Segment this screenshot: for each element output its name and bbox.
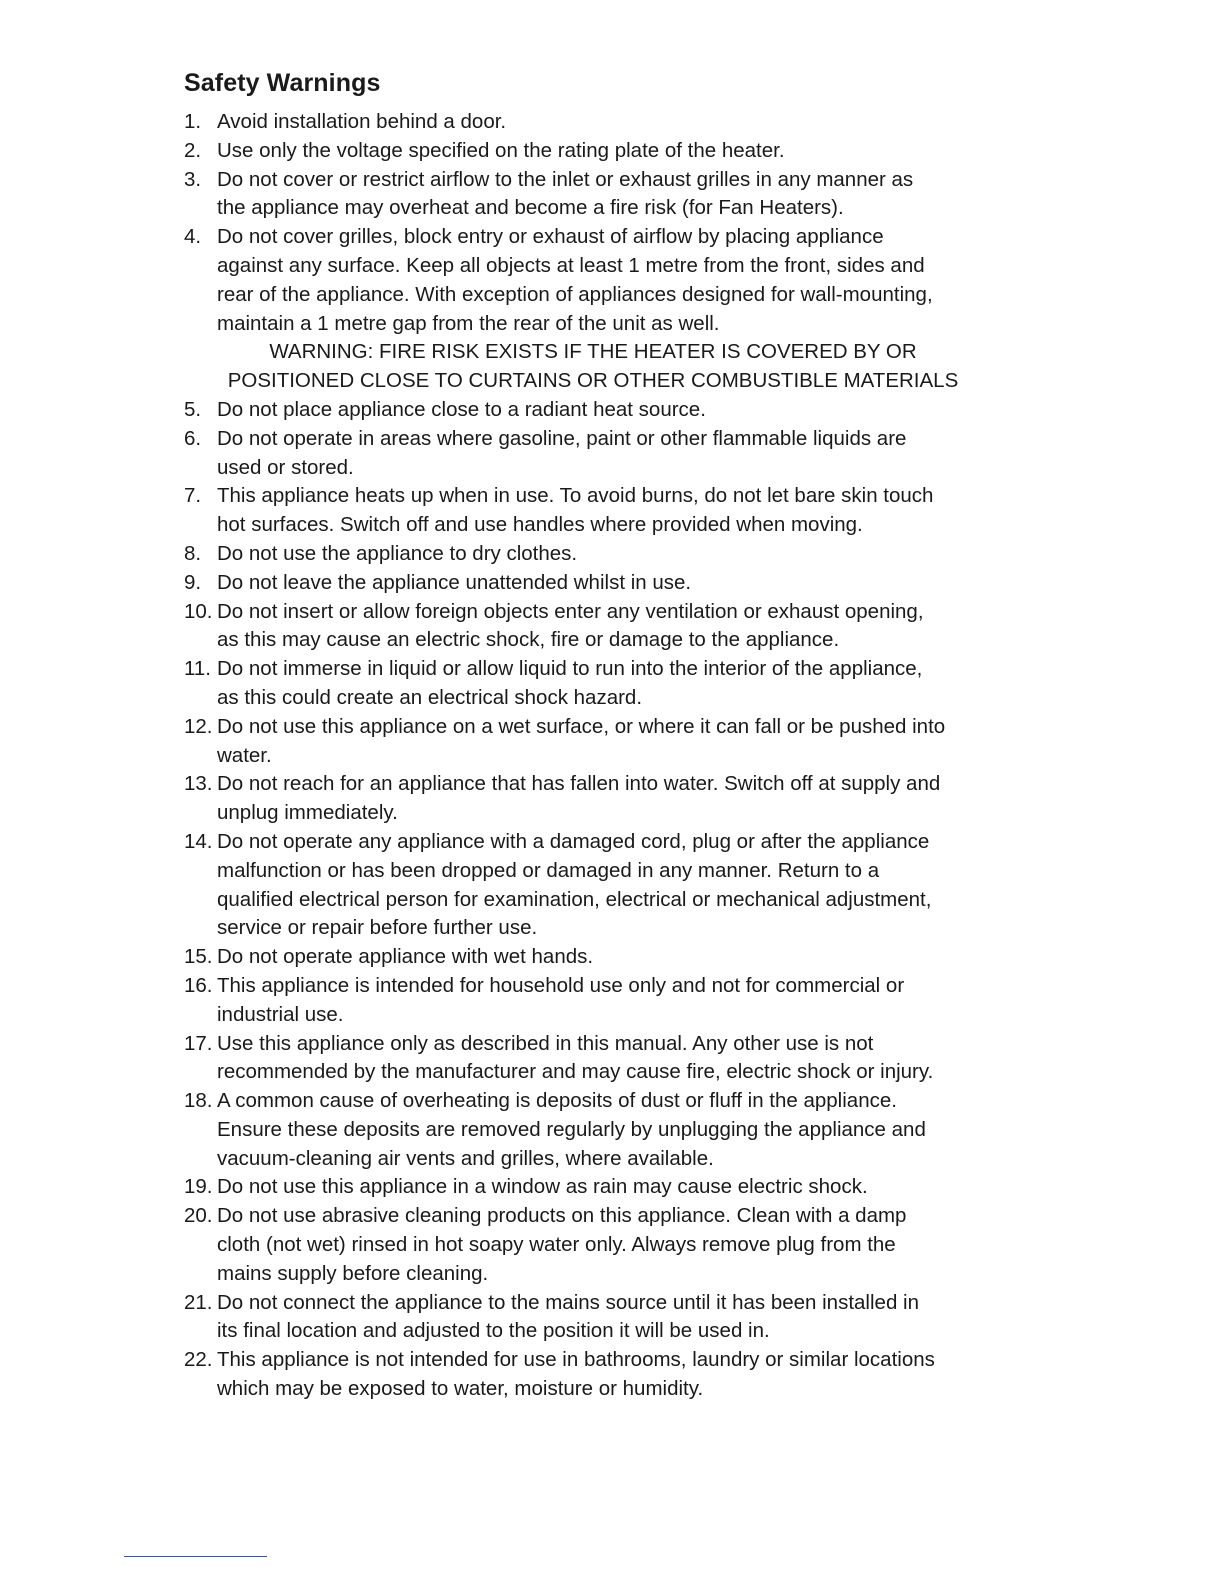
item-text-line: vacuum-cleaning air vents and grilles, where available. — [217, 1146, 714, 1170]
item-text-line: Do not use the appliance to dry clothes. — [217, 541, 578, 565]
warnings-list-part-1 — [184, 108, 1004, 338]
item-text-line: the appliance may overheat and become a fire risk (for Fan Heaters). — [217, 196, 844, 220]
item-number: 15. — [184, 945, 213, 969]
item-text-line: Do not operate any appliance with a damaged cord, plug or after the appliance — [217, 829, 930, 853]
item-text-line: Do not immerse in liquid or allow liquid to run into the interior of the appliance, — [217, 657, 923, 681]
warning-item — [184, 655, 1004, 713]
item-text-line: hot surfaces. Switch off and use handles where provided when moving. — [217, 513, 863, 537]
item-text-line: against any surface. Keep all objects at least 1 metre from the front, sides and — [217, 253, 925, 277]
warning-item — [184, 1289, 1004, 1347]
item-number: 18. — [184, 1089, 213, 1113]
warning-item — [184, 425, 1004, 483]
item-text-line: unplug immediately. — [217, 801, 398, 825]
warning-item — [184, 1087, 1004, 1173]
item-number: 20. — [184, 1204, 213, 1228]
warning-item — [184, 223, 1004, 338]
item-number: 9. — [184, 570, 202, 594]
item-text-line: water. — [217, 743, 272, 767]
item-number: 7. — [184, 484, 202, 508]
item-text-line: Do not leave the appliance unattended whilst in use. — [217, 570, 692, 594]
item-text-line: maintain a 1 metre gap from the rear of the unit as well. — [217, 311, 720, 335]
warning-line: POSITIONED CLOSE TO CURTAINS OR OTHER COMBUSTIBLE MATERIALS — [227, 369, 959, 393]
item-text-line: Do not use this appliance on a wet surface, or where it can fall or be pushed into — [217, 714, 946, 738]
item-number: 21. — [184, 1290, 213, 1314]
item-number: 10. — [184, 599, 213, 623]
warning-item — [184, 828, 1004, 943]
item-text-line: Do not insert or allow foreign objects enter any ventilation or exhaust opening, — [217, 599, 924, 623]
warning-item — [184, 540, 1004, 569]
item-text-line: Ensure these deposits are removed regularly by unplugging the appliance and — [217, 1117, 926, 1141]
item-text-line: as this could create an electrical shock hazard. — [217, 685, 643, 709]
warning-item — [184, 598, 1004, 656]
warning-item — [184, 482, 1004, 540]
item-text-line: This appliance heats up when in use. To avoid burns, do not let bare skin touch — [217, 484, 934, 508]
item-number: 8. — [184, 541, 202, 565]
warning-item — [184, 1202, 1004, 1288]
item-text-line: Do not reach for an appliance that has fallen into water. Switch off at supply and — [217, 772, 941, 796]
item-number: 16. — [184, 973, 213, 997]
item-number: 22. — [184, 1348, 213, 1372]
item-text-line: Use this appliance only as described in this manual. Any other use is not — [217, 1031, 874, 1055]
warning-item — [184, 1346, 1004, 1404]
item-number: 11. — [184, 657, 211, 681]
item-text-line: qualified electrical person for examination, electrical or mechanical adjustment, — [217, 887, 932, 911]
item-text-line: used or stored. — [217, 455, 354, 479]
item-number: 13. — [184, 772, 213, 796]
warning-item — [184, 108, 1004, 137]
item-text-line: Do not cover or restrict airflow to the inlet or exhaust grilles in any manner as — [217, 167, 914, 191]
item-text-line: service or repair before further use. — [217, 916, 538, 940]
warning-item — [184, 713, 1004, 771]
item-text-line: This appliance is not intended for use in bathrooms, laundry or similar locations — [217, 1348, 935, 1372]
warning-item — [184, 1173, 1004, 1202]
warning-item — [184, 569, 1004, 598]
item-text-line: mains supply before cleaning. — [217, 1261, 489, 1285]
item-text-line: Do not operate in areas where gasoline, paint or other flammable liquids are — [217, 426, 907, 450]
item-text-line: recommended by the manufacturer and may cause fire, electric shock or injury. — [217, 1060, 934, 1084]
item-number: 12. — [184, 714, 213, 738]
warning-item — [184, 137, 1004, 166]
item-text-line: which may be exposed to water, moisture or humidity. — [217, 1377, 704, 1401]
item-text-line: Avoid installation behind a door. — [217, 110, 507, 133]
item-text-line: Do not operate appliance with wet hands. — [217, 945, 594, 969]
item-text-line: Use only the voltage specified on the rating plate of the heater. — [217, 138, 785, 162]
warning-item — [184, 1030, 1004, 1088]
item-number: 2. — [184, 138, 202, 162]
item-text-line: This appliance is intended for household use only and not for commercial or — [217, 973, 905, 997]
fire-risk-warning — [182, 338, 1004, 396]
safety-warnings-page — [184, 66, 1004, 1404]
item-number: 4. — [184, 225, 202, 249]
item-number: 3. — [184, 167, 202, 191]
item-text-line: malfunction or has been dropped or damaged in any manner. Return to a — [217, 858, 880, 882]
item-text-line: rear of the appliance. With exception of appliances designed for wall-mounting, — [217, 282, 933, 306]
item-text-line: its final location and adjusted to the position it will be used in. — [217, 1319, 770, 1343]
warning-item — [184, 396, 1004, 425]
item-number: 19. — [184, 1175, 213, 1199]
item-number: 6. — [184, 426, 202, 450]
item-text-line: A common cause of overheating is deposits of dust or fluff in the appliance. — [217, 1089, 897, 1113]
item-number: 17. — [184, 1031, 213, 1055]
warning-item — [184, 166, 1004, 224]
item-text-line: Do not connect the appliance to the mains source until it has been installed in — [217, 1290, 919, 1314]
item-text-line: Do not cover grilles, block entry or exhaust of airflow by placing appliance — [217, 225, 884, 249]
warning-item — [184, 972, 1004, 1030]
item-number: 14. — [184, 829, 213, 853]
item-text-line: Do not place appliance close to a radiant heat source. — [217, 397, 706, 421]
warning-item — [184, 770, 1004, 828]
item-text-line: Do not use this appliance in a window as rain may cause electric shock. — [217, 1175, 868, 1199]
warnings-list-part-2 — [184, 396, 1004, 1404]
item-text-line: industrial use. — [217, 1002, 344, 1026]
warning-item — [184, 943, 1004, 972]
item-text-line: cloth (not wet) rinsed in hot soapy water only. Always remove plug from the — [217, 1233, 896, 1257]
page-title: Safety Warnings — [184, 69, 381, 97]
item-number: 5. — [184, 397, 202, 421]
item-number: 1. — [184, 110, 202, 133]
item-text-line: as this may cause an electric shock, fire or damage to the appliance. — [217, 628, 840, 652]
item-text-line: Do not use abrasive cleaning products on this appliance. Clean with a damp — [217, 1204, 907, 1228]
warning-line: WARNING: FIRE RISK EXISTS IF THE HEATER IS COVERED BY OR — [269, 340, 917, 364]
footer-rule — [124, 1556, 267, 1557]
